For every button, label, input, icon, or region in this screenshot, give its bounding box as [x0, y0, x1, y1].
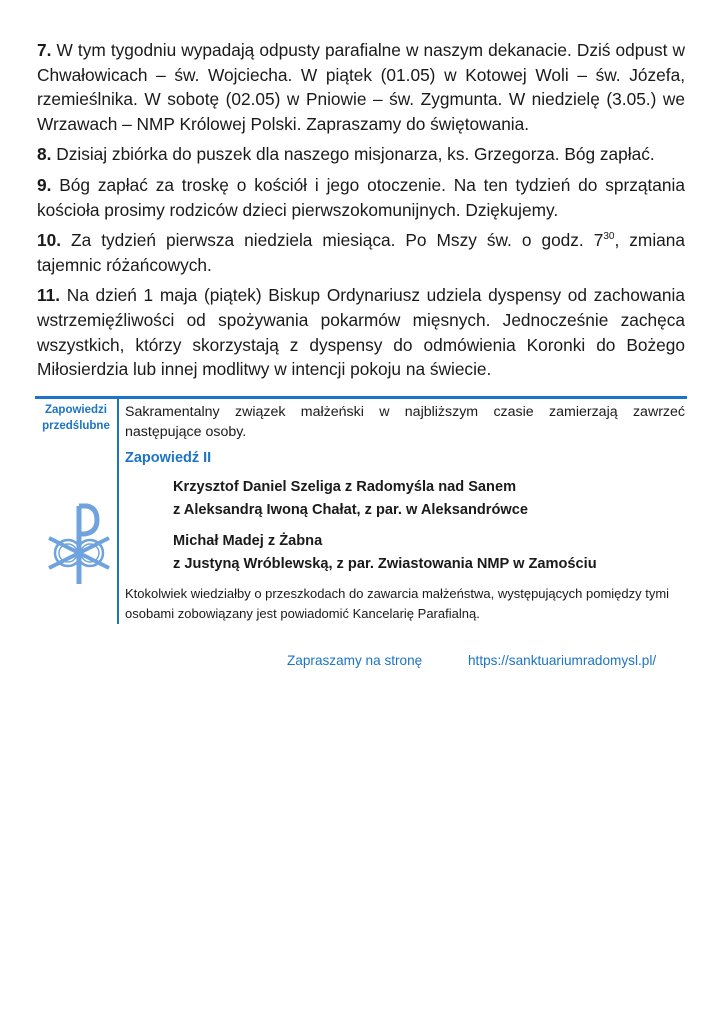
- website-link[interactable]: https://sanktuariumradomysl.pl/: [468, 653, 657, 668]
- announcement-number: 7.: [37, 40, 52, 60]
- section-label: [35, 402, 117, 434]
- announcement-number: 10.: [37, 230, 62, 251]
- section-top-rule: [35, 396, 687, 399]
- announcement-text: Na dzień 1 maja (piątek) Biskup Ordynariusz udziela dyspensy od zachowania wstrzemięźliwości od spożywania pokarmów mięsnych. Jednocześnie zachęca wszystkich, którzy skorzystają z dyspensy do odmówienia Koronki do Bożego Miłosierdzia lub innej modlitwy w intencji pokoju na świecie.: [37, 285, 685, 380]
- chi-rho-rings-icon: [41, 496, 117, 591]
- banns-content: [125, 402, 685, 624]
- announcements-list: [37, 38, 685, 388]
- banns-notice: Ktokolwiek wiedziałby o przeszkodach do zawarcia małżeństwa, występujących pomiędzy tymi osobami zobowiązany jest powiadomić Kancelarię Parafialną.: [125, 586, 670, 621]
- section-divider: [117, 399, 119, 624]
- section-label-line1: Zapowiedzi: [45, 404, 107, 416]
- announcement-text-cont: , zmiana tajemnic różańcowych.: [37, 230, 686, 275]
- announcement-11: [37, 283, 685, 381]
- announcement-number: 9.: [37, 174, 52, 195]
- groom: Krzysztof Daniel Szeliga z Radomyśla nad Sanem: [173, 479, 517, 495]
- announcement-text: Za tydzień pierwsza niedziela miesiąca. Po Mszy św. o godz. 7: [71, 230, 604, 251]
- announcement-9: [37, 173, 685, 222]
- announcement-number: 11.: [37, 285, 61, 306]
- couple-2: [173, 530, 685, 576]
- groom: Michał Madej z Żabna: [173, 533, 323, 549]
- couple-1: [173, 476, 685, 522]
- banns-title: Zapowiedź II: [125, 450, 212, 466]
- announcement-text: Dzisiaj zbiórka do puszek dla naszego misjonarza, ks. Grzegorza. Bóg zapłać.: [56, 144, 655, 165]
- announcement-8: [37, 142, 685, 167]
- announcement-text: Bóg zapłać za troskę o kościół i jego otoczenie. Na ten tydzień do sprzątania kościoła prosimy rodziców dzieci pierwszokomunijnych. Dziękujemy.: [37, 174, 685, 220]
- announcement-number: 8.: [37, 144, 52, 165]
- section-label-line2: przedślubne: [42, 420, 110, 432]
- bride: z Justyną Wróblewską, z par. Zwiastowania NMP w Zamościu: [173, 556, 597, 572]
- bride: z Aleksandrą Iwoną Chałat, z par. w Aleksandrówce: [173, 502, 528, 518]
- announcement-10: [37, 228, 685, 277]
- banns-intro: Sakramentalny związek małżeński w najbliższym czasie zamierzają zawrzeć następujące osoby.: [125, 404, 685, 440]
- banns-section: [35, 396, 687, 624]
- time-superscript: 30: [603, 231, 615, 243]
- announcement-7: [37, 38, 685, 136]
- footer-label: Zapraszamy na stronę: [287, 653, 423, 668]
- announcement-text: W tym tygodniu wypadają odpusty parafialne w naszym dekanacie. Dziś odpust w Chwałowicach – św. Wojciecha. W piątek (01.05) w Kotowej Woli – św. Józefa, rzemieślnika. W sobotę (02.05) w Pniowie – św. Zygmunta. W niedzielę (3.05.) we Wrzawach – NMP Królowej Polski. Zapraszamy do świętowania.: [37, 40, 685, 134]
